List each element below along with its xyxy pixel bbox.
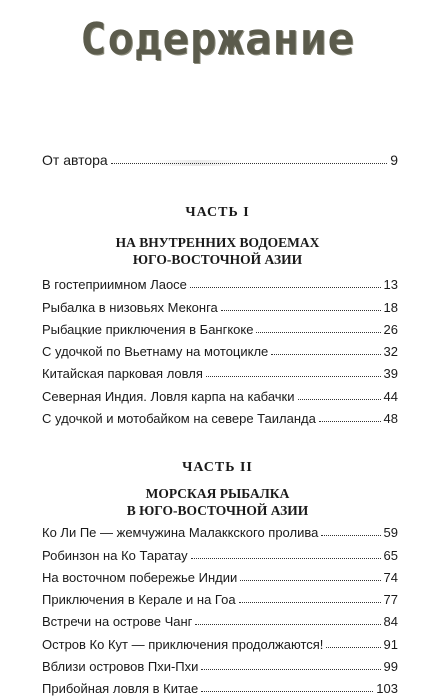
toc-entry-page: 44 — [383, 389, 398, 404]
page-title: Содержание — [80, 14, 355, 65]
toc-entry-label: Робинзон на Ко Таратау — [42, 548, 188, 563]
toc-entry-page: 26 — [383, 322, 398, 337]
toc-entry-label: Северная Индия. Ловля карпа на кабачки — [42, 389, 295, 404]
toc-entry-page: 84 — [383, 614, 398, 629]
toc-entry[interactable] — [42, 317, 398, 337]
toc-entry[interactable] — [42, 520, 398, 540]
toc-entry-page: 103 — [376, 681, 398, 696]
toc-entry-page: 91 — [383, 637, 398, 652]
dot-leader — [195, 623, 380, 625]
toc-entry-label: Встречи на острове Чанг — [42, 614, 193, 629]
dot-leader — [201, 690, 373, 692]
toc-entry-label: Китайская парковая ловля — [42, 366, 203, 381]
toc-entry[interactable] — [42, 272, 398, 292]
dot-leader — [321, 534, 380, 536]
toc-entry-label: Рыбалка в низовьях Меконга — [42, 300, 218, 315]
toc-entry-label: В гостеприимном Лаосе — [42, 277, 187, 292]
toc-entry-label: Ко Ли Пе — жемчужина Малаккского пролива — [42, 525, 319, 540]
dot-leader — [240, 579, 380, 581]
part-2-title-line-2: В ЮГО-ВОСТОЧНОЙ АЗИИ — [126, 503, 309, 518]
dot-leader — [298, 398, 381, 400]
dot-leader — [201, 668, 380, 670]
toc-entry[interactable] — [42, 361, 398, 381]
toc-entry[interactable] — [42, 587, 398, 607]
part-1-title — [0, 234, 435, 268]
part-1-title-line-2: ЮГО-ВОСТОЧНОЙ АЗИИ — [132, 252, 303, 267]
toc-entry[interactable] — [42, 676, 398, 696]
toc-entry-page: 18 — [383, 300, 398, 315]
toc-entry[interactable] — [42, 609, 398, 629]
toc-entry-page: 74 — [383, 570, 398, 585]
dot-leader — [326, 646, 380, 648]
toc-entry-page: 77 — [383, 592, 398, 607]
dot-leader — [256, 331, 380, 333]
dot-leader — [191, 557, 381, 559]
dot-leader — [111, 162, 387, 164]
part-2-label: ЧАСТЬ II — [182, 460, 253, 475]
toc-entry[interactable] — [42, 654, 398, 674]
toc-entry-label: Рыбацкие приключения в Бангкоке — [42, 322, 254, 337]
dot-leader — [190, 286, 381, 288]
toc-entry-page: 99 — [383, 659, 398, 674]
toc-entry-author[interactable] — [42, 148, 398, 168]
part-2-title-line-1: МОРСКАЯ РЫБАЛКА — [145, 486, 290, 501]
part-1-title-line-1: НА ВНУТРЕННИХ ВОДОЕМАХ — [115, 235, 320, 250]
toc-entry-label: Вблизи островов Пхи-Пхи — [42, 659, 199, 674]
dot-leader — [271, 353, 380, 355]
toc-entry-page: 13 — [383, 277, 398, 292]
toc-entry-label: Остров Ко Кут — приключения продолжаются! — [42, 637, 324, 652]
toc-entry-page: 32 — [383, 344, 398, 359]
toc-entry-label: С удочкой по Вьетнаму на мотоцикле — [42, 344, 269, 359]
dot-leader — [221, 309, 381, 311]
toc-entry-label: С удочкой и мотобайком на севере Таиланда — [42, 411, 316, 426]
toc-entry[interactable] — [42, 565, 398, 585]
toc-entry[interactable] — [42, 543, 398, 563]
toc-entry[interactable] — [42, 339, 398, 359]
toc-entry-page: 39 — [383, 366, 398, 381]
toc-entry-label: Прибойная ловля в Китае — [42, 681, 199, 696]
part-1-label: ЧАСТЬ I — [185, 205, 250, 220]
toc-entry[interactable] — [42, 384, 398, 404]
dot-leader — [319, 420, 381, 422]
toc-entry-page: 9 — [390, 152, 398, 168]
dot-leader — [206, 375, 381, 377]
toc-entry-label: Приключения в Керале и на Гоа — [42, 592, 236, 607]
toc-entry-label: На восточном побережье Индии — [42, 570, 238, 585]
part-2-title — [0, 485, 435, 519]
toc-entry[interactable] — [42, 632, 398, 652]
toc-entry-page: 48 — [383, 411, 398, 426]
dot-leader — [239, 601, 381, 603]
toc-entry-page: 65 — [383, 548, 398, 563]
toc-entry[interactable] — [42, 295, 398, 315]
toc-entry-page: 59 — [383, 525, 398, 540]
toc-entry[interactable] — [42, 406, 398, 426]
toc-entry-label: От автора — [42, 152, 108, 168]
